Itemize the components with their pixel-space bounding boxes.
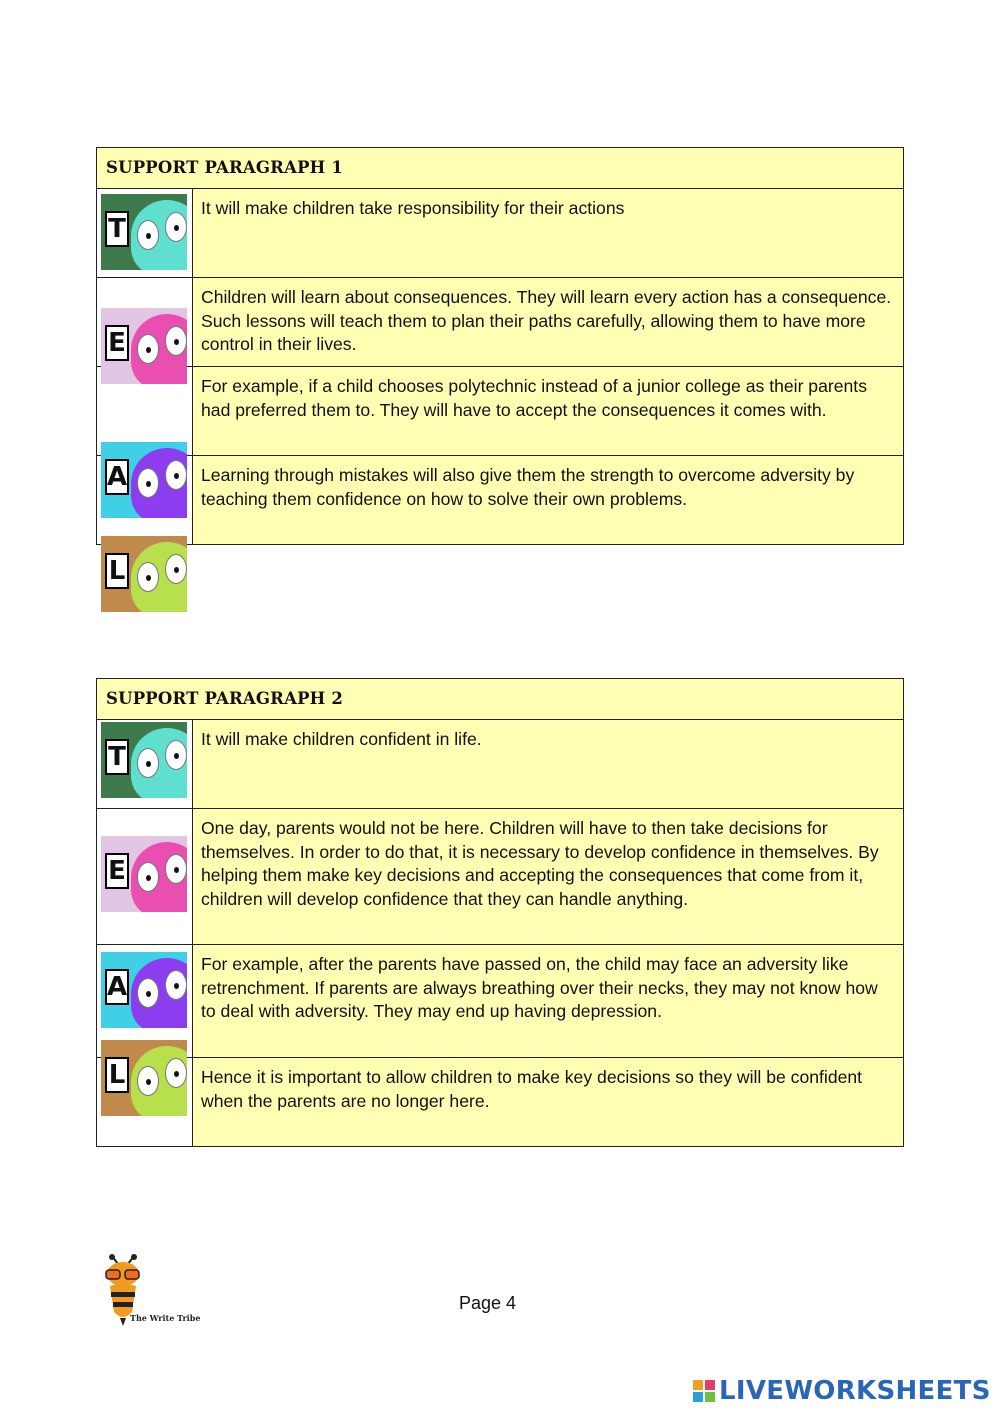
table-row [97,278,903,367]
monster-eye [165,460,187,490]
teal-e-monster-icon [101,836,187,912]
monster-letter: L [105,1057,129,1093]
table-heading: SUPPORT PARAGRAPH 2 [97,679,903,720]
liveworksheets-logo [693,1376,991,1406]
monster-eye [165,212,187,242]
monster-eye [137,334,159,364]
table-row [97,1058,903,1146]
monster-eye [165,740,187,770]
example-text: For example, if a child chooses polytechnic instead of a junior college as their parents had preferred them to. They will have to accept the consequences it comes with. [193,367,903,455]
monster-eye [137,220,159,250]
link-text: Hence it is important to allow children to make key decisions so they will be confident when the parents are no longer here. [193,1058,903,1146]
monster-letter: L [105,553,129,589]
topic-sentence-text: It will make children take responsibility for their actions [193,189,903,277]
monster-letter: A [105,459,129,495]
monster-eye [137,1066,159,1096]
monster-letter: T [105,739,129,775]
monster-letter: E [105,853,129,889]
teal-l-monster-icon [101,1040,187,1116]
page-number: Page 4 [459,1293,517,1313]
teal-a-monster-icon [101,442,187,518]
monster-eye [137,748,159,778]
support-paragraph-1-table [96,147,904,545]
monster-eye [165,1058,187,1088]
teal-t-monster-icon [101,194,187,270]
table-row [97,809,903,945]
teal-t-monster-icon [101,722,187,798]
liveworksheets-mark-icon [693,1380,715,1402]
brand-caption: The Write Tribe [130,1313,201,1323]
explanation-text: One day, parents would not be here. Children will have to then take decisions for themselves. In order to do that, it is necessary to develop confidence in themselves. By helping them make key decisions and accepting the consequences that come from it, children will develop confidence that they can handle anything. [193,809,903,944]
monster-eye [137,468,159,498]
liveworksheets-wordmark: LIVEWORKSHEETS [719,1376,991,1406]
table-row [97,456,903,544]
monster-letter: T [105,211,129,247]
table-row [97,189,903,278]
table-row [97,367,903,456]
monster-eye [165,326,187,356]
monster-eye [165,554,187,584]
teal-a-monster-icon [101,952,187,1028]
link-text: Learning through mistakes will also give them the strength to overcome adversity by teaching them confidence on how to solve their own problems. [193,456,903,544]
table-row [97,720,903,809]
monster-eye [137,562,159,592]
monster-eye [137,978,159,1008]
monster-eye [165,854,187,884]
monster-letter: A [105,969,129,1005]
table-row [97,945,903,1058]
topic-sentence-text: It will make children confident in life. [193,720,903,808]
monster-eye [137,862,159,892]
table-heading: SUPPORT PARAGRAPH 1 [97,148,903,189]
teal-e-monster-icon [101,308,187,384]
example-text: For example, after the parents have passed on, the child may face an adversity like retrenchment. If parents are always breathing over their necks, they may not know how to deal with adversity. They may end up having depression. [193,945,903,1057]
monster-letter: E [105,325,129,361]
explanation-text: Children will learn about consequences. They will learn every action has a consequence. Such lessons will teach them to plan their paths carefully, allowing them to have more control in their lives. [193,278,903,366]
monster-eye [165,970,187,1000]
teal-l-monster-icon [101,536,187,612]
support-paragraph-2-table [96,678,904,1147]
